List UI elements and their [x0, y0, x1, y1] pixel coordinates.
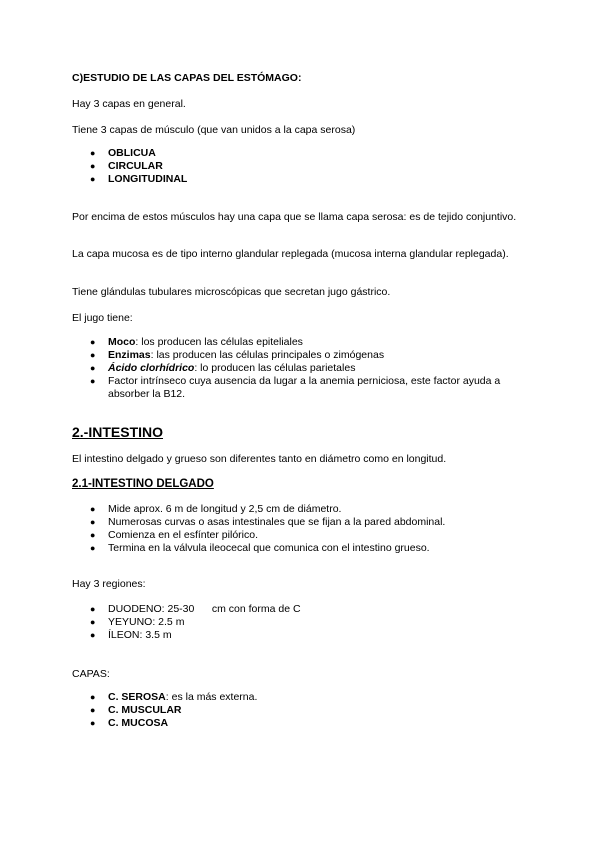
- list-item: ● Numerosas curvas o asas intestinales que se fijan a la pared abdominal.: [90, 516, 446, 528]
- paragraph-glandulas: Tiene glándulas tubulares microscópicas que secretan jugo gástrico.: [72, 286, 391, 298]
- paragraph-capa-mucosa: La capa mucosa es de tipo interno glandular replegada (mucosa interna glandular replegada).: [72, 248, 509, 260]
- list-item: ● YEYUNO: 2.5 m: [90, 616, 185, 628]
- bullet-icon: ●: [90, 350, 96, 360]
- list-item: ● Moco: los producen las células epiteliales: [90, 336, 303, 348]
- list-item: ● ÍLEON: 3.5 m: [90, 629, 172, 641]
- section-2-1-title: 2.1-INTESTINO DELGADO: [72, 478, 214, 490]
- bullet-icon: ●: [90, 692, 96, 702]
- paragraph-capas-general: Hay 3 capas en general.: [72, 98, 186, 110]
- bullet-icon: ●: [90, 718, 96, 728]
- list-item: ● Ácido clorhídrico: lo producen las células parietales: [90, 362, 356, 374]
- list-item: ● Mide aprox. 6 m de longitud y 2,5 cm de diámetro.: [90, 503, 342, 515]
- bullet-icon: ●: [90, 376, 96, 386]
- list-item: ● Comienza en el esfínter pilórico.: [90, 529, 258, 541]
- list-item: ● DUODENO: 25-30 cm con forma de C: [90, 603, 301, 615]
- paragraph-regiones: Hay 3 regiones:: [72, 578, 146, 590]
- bullet-icon: ●: [90, 604, 96, 614]
- bullet-icon: ●: [90, 530, 96, 540]
- list-item: ● CIRCULAR: [90, 160, 163, 172]
- bullet-icon: ●: [90, 161, 96, 171]
- paragraph-intestino: El intestino delgado y grueso son diferentes tanto en diámetro como en longitud.: [72, 453, 447, 465]
- paragraph-jugo: El jugo tiene:: [72, 312, 133, 324]
- list-item: ● C. MUSCULAR: [90, 704, 182, 716]
- bullet-icon: ●: [90, 617, 96, 627]
- bullet-icon: ●: [90, 517, 96, 527]
- paragraph-capas: CAPAS:: [72, 668, 110, 680]
- bullet-icon: ●: [90, 148, 96, 158]
- regiones-list: [90, 603, 301, 642]
- capas-list: [90, 691, 257, 730]
- list-item: ● Termina en la válvula ileocecal que comunica con el intestino grueso.: [90, 542, 430, 554]
- intestino-delgado-list: [90, 503, 445, 555]
- paragraph-capas-musculo: Tiene 3 capas de músculo (que van unidos a la capa serosa): [72, 124, 356, 136]
- section-c-title: C)ESTUDIO DE LAS CAPAS DEL ESTÓMAGO:: [72, 72, 302, 84]
- bullet-icon: ●: [90, 337, 96, 347]
- list-item: ● C. SEROSA: es la más externa.: [90, 691, 258, 703]
- bullet-icon: ●: [90, 174, 96, 184]
- section-2-title: 2.-INTESTINO: [72, 424, 164, 440]
- list-item: ● LONGITUDINAL: [90, 173, 188, 185]
- list-item: ● Enzimas: las producen las células principales o zimógenas: [90, 349, 385, 361]
- bullet-icon: ●: [90, 630, 96, 640]
- bullet-icon: ●: [90, 504, 96, 514]
- bullet-icon: ●: [90, 363, 96, 373]
- list-item: ● OBLICUA: [90, 147, 156, 159]
- bullet-icon: ●: [90, 543, 96, 553]
- list-item: ● C. MUCOSA: [90, 717, 169, 729]
- jugo-list: [90, 336, 538, 401]
- muscle-list: [90, 147, 187, 186]
- bullet-icon: ●: [90, 705, 96, 715]
- list-item: ● Factor intrínseco cuya ausencia da lugar a la anemia perniciosa, este factor ayuda a absorber la B12.: [90, 375, 501, 400]
- paragraph-capa-serosa: Por encima de estos músculos hay una capa que se llama capa serosa: es de tejido conjuntivo.: [72, 211, 517, 223]
